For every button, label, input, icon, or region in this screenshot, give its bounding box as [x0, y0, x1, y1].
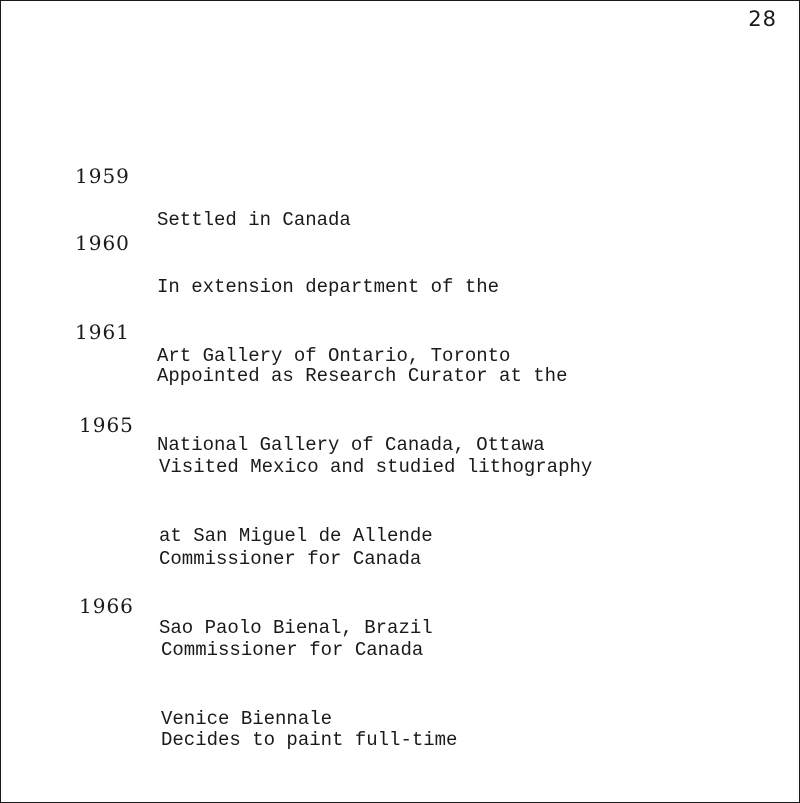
entry-line: Appointed as Research Curator at the	[157, 365, 568, 387]
entry-year: 1960	[75, 231, 130, 255]
entry-line: Commissioner for Canada	[161, 639, 424, 661]
entry-year: 1965	[79, 413, 134, 437]
entry-year: 1961	[75, 320, 130, 344]
entry-line: Visited Mexico and studied lithography	[159, 456, 593, 478]
page-number: 28	[748, 7, 777, 31]
entry-line: Art Gallery of Ontario, Toronto	[157, 345, 511, 367]
entry-line: Venice Biennale	[161, 708, 333, 730]
entry-line: In extension department of the	[157, 276, 500, 298]
entry-text	[161, 683, 457, 798]
entry-line: Decides to paint full-time	[161, 729, 458, 751]
entry-year: 1959	[75, 164, 130, 188]
entry-line: Sao Paolo Bienal, Brazil	[159, 617, 433, 639]
entry-line: Settled in Canada	[157, 209, 351, 231]
entry-year: 1966	[79, 594, 134, 618]
entry-line: Commissioner for Canada	[159, 548, 422, 570]
entry-line: National Gallery of Canada, Ottawa	[157, 434, 545, 456]
entry-line: at San Miguel de Allende	[159, 525, 433, 547]
